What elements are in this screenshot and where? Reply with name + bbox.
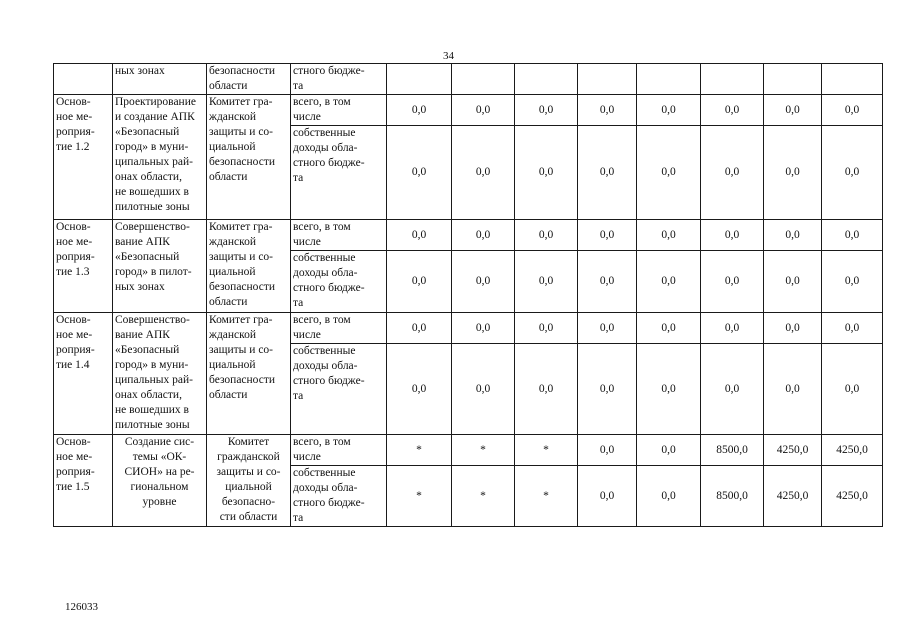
value-cell: 4250,0 (764, 435, 822, 466)
value-cell: 0,0 (637, 344, 701, 435)
value-cell: 0,0 (701, 220, 764, 251)
value-cell: 0,0 (822, 126, 883, 220)
value-cell: 0,0 (578, 313, 637, 344)
value-cell: 0,0 (578, 344, 637, 435)
measure-name-cell: Основ- ное ме- роприя- тие 1.5 (54, 435, 113, 527)
value-cell: 0,0 (822, 344, 883, 435)
value-cell: 0,0 (515, 251, 578, 313)
value-cell: * (387, 466, 452, 527)
value-cell: 4250,0 (822, 466, 883, 527)
value-cell: 0,0 (578, 251, 637, 313)
value-cell: 0,0 (822, 220, 883, 251)
value-cell: 0,0 (387, 313, 452, 344)
value-cell: 0,0 (515, 220, 578, 251)
value-cell: 8500,0 (701, 466, 764, 527)
value-cell: 0,0 (822, 251, 883, 313)
value-cell: 0,0 (515, 313, 578, 344)
value-cell: 0,0 (701, 251, 764, 313)
table-row (54, 95, 883, 126)
executor-cell: Комитет гра- жданской защиты и со- циальной безопасности области (207, 313, 291, 435)
value-cell: * (452, 435, 515, 466)
value-cell (452, 64, 515, 95)
value-cell: 0,0 (701, 126, 764, 220)
value-cell: 0,0 (387, 220, 452, 251)
value-cell (387, 64, 452, 95)
value-cell (515, 64, 578, 95)
value-cell: 0,0 (701, 313, 764, 344)
value-cell: 0,0 (764, 313, 822, 344)
measure-cell: Создание сис- темы «ОК- СИОН» на ре- гиональном уровне (113, 435, 207, 527)
value-cell: 0,0 (452, 220, 515, 251)
measure-cell: Совершенство- вание АПК «Безопасный город» в пилот- ных зонах (113, 220, 207, 313)
value-cell: 0,0 (637, 251, 701, 313)
executor-cell: Комитет гра- жданской защиты и со- циальной безопасности области (207, 220, 291, 313)
value-cell: 0,0 (822, 313, 883, 344)
source-cell: всего, в том числе (291, 95, 387, 126)
source-cell: собственные доходы обла- стного бюдже- та (291, 251, 387, 313)
value-cell: 4250,0 (764, 466, 822, 527)
value-cell: 0,0 (764, 344, 822, 435)
value-cell: 0,0 (515, 126, 578, 220)
footer-code: 126033 (65, 601, 98, 613)
value-cell: 0,0 (515, 344, 578, 435)
value-cell: 0,0 (515, 95, 578, 126)
value-cell: * (387, 435, 452, 466)
measure-name-cell: Основ- ное ме- роприя- тие 1.2 (54, 95, 113, 220)
value-cell: 0,0 (822, 95, 883, 126)
value-cell (822, 64, 883, 95)
measure-cell: Проектирование и создание АПК «Безопасный город» в муни- ципальных рай- онах области, не вошедших в пилотные зоны (113, 95, 207, 220)
source-cell: собственные доходы обла- стного бюдже- та (291, 344, 387, 435)
source-cell: всего, в том числе (291, 435, 387, 466)
source-cell: стного бюдже- та (291, 64, 387, 95)
value-cell: 4250,0 (822, 435, 883, 466)
page-number: 34 (443, 50, 454, 62)
value-cell: 0,0 (452, 126, 515, 220)
value-cell: 0,0 (578, 95, 637, 126)
value-cell: 0,0 (764, 220, 822, 251)
value-cell: 0,0 (578, 466, 637, 527)
table-row (54, 435, 883, 466)
executor-cell: Комитет гра- жданской защиты и со- циальной безопасности области (207, 95, 291, 220)
value-cell: 0,0 (578, 126, 637, 220)
executor-cell: Комитет гражданской защиты и со- циальной безопасно- сти области (207, 435, 291, 527)
value-cell: 8500,0 (701, 435, 764, 466)
value-cell: * (452, 466, 515, 527)
budget-table (53, 63, 883, 527)
measure-name-cell: Основ- ное ме- роприя- тие 1.3 (54, 220, 113, 313)
measure-cell: ных зонах (113, 64, 207, 95)
table-row (54, 220, 883, 251)
value-cell (578, 64, 637, 95)
value-cell: 0,0 (578, 435, 637, 466)
value-cell: * (515, 435, 578, 466)
value-cell: 0,0 (637, 126, 701, 220)
value-cell: 0,0 (452, 313, 515, 344)
value-cell: 0,0 (764, 251, 822, 313)
value-cell: 0,0 (637, 313, 701, 344)
value-cell: 0,0 (387, 251, 452, 313)
value-cell: 0,0 (387, 95, 452, 126)
value-cell: 0,0 (701, 95, 764, 126)
measure-name-cell: Основ- ное ме- роприя- тие 1.4 (54, 313, 113, 435)
value-cell (637, 64, 701, 95)
value-cell: 0,0 (764, 95, 822, 126)
measure-cell: Совершенство- вание АПК «Безопасный город» в муни- ципальных рай- онах области, не вошедших в пилотные зоны (113, 313, 207, 435)
value-cell: 0,0 (387, 344, 452, 435)
value-cell: 0,0 (764, 126, 822, 220)
source-cell: всего, в том числе (291, 313, 387, 344)
value-cell: 0,0 (452, 251, 515, 313)
table-row-continuation (54, 64, 883, 95)
value-cell: 0,0 (637, 435, 701, 466)
source-cell: всего, в том числе (291, 220, 387, 251)
value-cell: 0,0 (387, 126, 452, 220)
name-cell (54, 64, 113, 95)
executor-cell: безопасности области (207, 64, 291, 95)
value-cell: 0,0 (452, 344, 515, 435)
value-cell: 0,0 (452, 95, 515, 126)
value-cell (701, 64, 764, 95)
source-cell: собственные доходы обла- стного бюдже- та (291, 466, 387, 527)
source-cell: собственные доходы обла- стного бюдже- та (291, 126, 387, 220)
value-cell: * (515, 466, 578, 527)
value-cell (764, 64, 822, 95)
table-row (54, 313, 883, 344)
value-cell: 0,0 (637, 220, 701, 251)
value-cell: 0,0 (637, 95, 701, 126)
value-cell: 0,0 (637, 466, 701, 527)
value-cell: 0,0 (701, 344, 764, 435)
value-cell: 0,0 (578, 220, 637, 251)
